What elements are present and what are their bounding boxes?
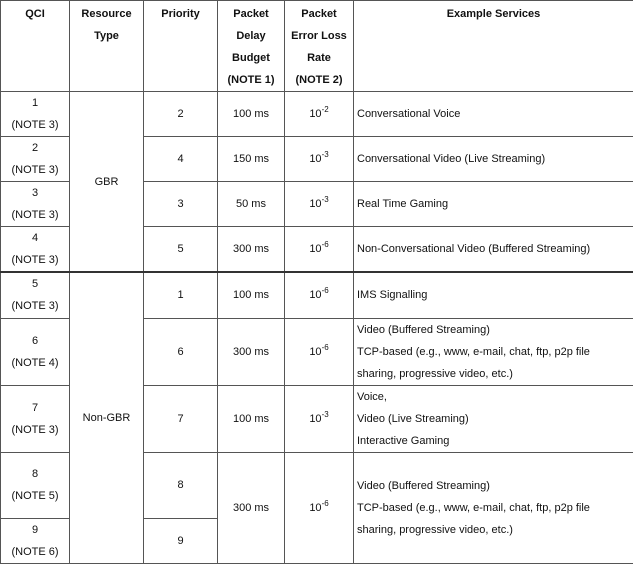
qci-cell: 9 (NOTE 6): [1, 518, 70, 563]
services-cell: Voice, Video (Live Streaming) Interactive Gaming: [354, 385, 633, 452]
priority-cell: 4: [144, 137, 218, 182]
pdb-cell: 50 ms: [218, 182, 285, 227]
pelr-cell-shared: $10^{-6}$: [285, 452, 354, 563]
services-cell: IMS Signalling: [354, 272, 633, 318]
qci-cell: 2 (NOTE 3): [1, 137, 70, 182]
qci-cell: 1 (NOTE 3): [1, 92, 70, 137]
table-row: [1, 272, 633, 318]
services-cell-shared: Video (Buffered Streaming) TCP-based (e.g., www, e-mail, chat, ftp, p2p file sharing, progressive video, etc.): [354, 452, 633, 563]
priority-cell: 6: [144, 318, 218, 385]
header-example-services: Example Services: [354, 1, 633, 92]
priority-cell: 1: [144, 272, 218, 318]
pdb-cell: 100 ms: [218, 272, 285, 318]
pelr-cell: $10^{-3}$: [285, 137, 354, 182]
priority-cell: 7: [144, 385, 218, 452]
pelr-cell: $10^{-3}$: [285, 182, 354, 227]
resource-type-gbr: GBR: [70, 92, 144, 273]
services-cell: Conversational Video (Live Streaming): [354, 137, 633, 182]
table-row: [1, 92, 633, 137]
pdb-cell: 300 ms: [218, 227, 285, 273]
services-cell: Video (Buffered Streaming) TCP-based (e.g., www, e-mail, chat, ftp, p2p file sharing, progressive video, etc.): [354, 318, 633, 385]
services-cell: Conversational Voice: [354, 92, 633, 137]
pdb-cell: 100 ms: [218, 385, 285, 452]
resource-type-non-gbr: Non-GBR: [70, 272, 144, 563]
priority-cell: 5: [144, 227, 218, 273]
priority-cell: 8: [144, 452, 218, 518]
pelr-cell: $10^{-6}$: [285, 272, 354, 318]
qci-cell: 7 (NOTE 3): [1, 385, 70, 452]
header-packet-delay-budget: Packet Delay Budget (NOTE 1): [218, 1, 285, 92]
pelr-cell: $10^{-2}$: [285, 92, 354, 137]
header-qci: QCI: [1, 1, 70, 92]
pdb-cell-shared: 300 ms: [218, 452, 285, 563]
pdb-cell: 300 ms: [218, 318, 285, 385]
qci-cell: 4 (NOTE 3): [1, 227, 70, 273]
qci-cell: 8 (NOTE 5): [1, 452, 70, 518]
header-packet-error-loss-rate: Packet Error Loss Rate (NOTE 2): [285, 1, 354, 92]
pelr-cell: $10^{-3}$: [285, 385, 354, 452]
qci-cell: 5 (NOTE 3): [1, 272, 70, 318]
header-row: [1, 1, 633, 92]
pdb-cell: 150 ms: [218, 137, 285, 182]
services-cell: Real Time Gaming: [354, 182, 633, 227]
header-resource-type: Resource Type: [70, 1, 144, 92]
priority-cell: 9: [144, 518, 218, 563]
header-priority: Priority: [144, 1, 218, 92]
priority-cell: 3: [144, 182, 218, 227]
pelr-cell: $10^{-6}$: [285, 318, 354, 385]
pdb-cell: 100 ms: [218, 92, 285, 137]
qci-cell: 6 (NOTE 4): [1, 318, 70, 385]
qci-cell: 3 (NOTE 3): [1, 182, 70, 227]
services-cell: Non-Conversational Video (Buffered Streaming): [354, 227, 633, 273]
pelr-cell: $10^{-6}$: [285, 227, 354, 273]
priority-cell: 2: [144, 92, 218, 137]
